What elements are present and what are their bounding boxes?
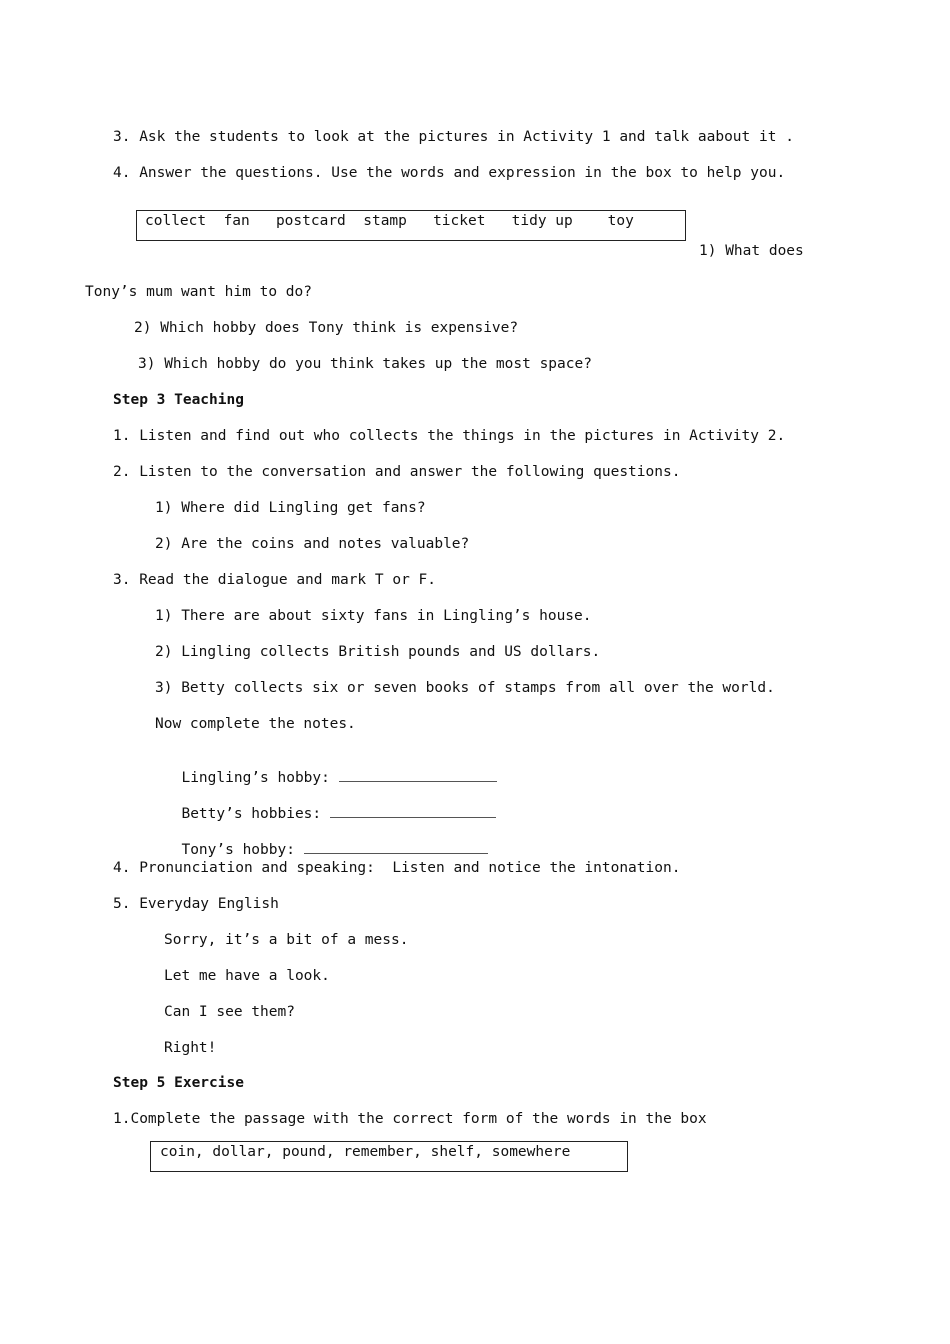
note-betty xyxy=(164,787,496,823)
exercise-1: 1.Complete the passage with the correct form of the words in the box xyxy=(113,1111,707,1127)
everyday-english-1: Sorry, it’s a bit of a mess. xyxy=(164,932,409,948)
everyday-english-4: Right! xyxy=(164,1040,217,1056)
everyday-english-3: Can I see them? xyxy=(164,1004,295,1020)
teaching-1: 1. Listen and find out who collects the things in the pictures in Activity 2. xyxy=(113,428,786,444)
instruction-3: 3. Ask the students to look at the pictures in Activity 1 and talk aabout it . xyxy=(113,129,794,145)
note-lingling-blank[interactable] xyxy=(339,769,497,782)
instruction-4: 4. Answer the questions. Use the words and expression in the box to help you. xyxy=(113,165,786,181)
question-1-start: 1) What does xyxy=(699,243,804,259)
teaching-3-s1: 1) There are about sixty fans in Lingling’s house. xyxy=(155,608,592,624)
note-tony-blank[interactable] xyxy=(304,841,488,854)
note-tony-label: Tony’s hobby: xyxy=(181,842,295,858)
teaching-3-s2: 2) Lingling collects British pounds and US dollars. xyxy=(155,644,601,660)
note-lingling xyxy=(164,751,497,787)
note-lingling-label: Lingling’s hobby: xyxy=(181,770,330,786)
teaching-3-s3: 3) Betty collects six or seven books of stamps from all over the world. xyxy=(155,680,775,696)
step-3-heading: Step 3 Teaching xyxy=(113,392,244,408)
teaching-2-q1: 1) Where did Lingling get fans? xyxy=(155,500,426,516)
question-2: 2) Which hobby does Tony think is expensive? xyxy=(134,320,519,336)
exercise-word-box xyxy=(150,1141,628,1172)
teaching-4: 4. Pronunciation and speaking: Listen and notice the intonation. xyxy=(113,860,681,876)
word-box-text: collect fan postcard stamp ticket tidy up toy xyxy=(145,213,634,229)
note-betty-blank[interactable] xyxy=(330,805,496,818)
note-tony xyxy=(164,823,488,859)
note-betty-label: Betty’s hobbies: xyxy=(181,806,322,822)
step-5-heading: Step 5 Exercise xyxy=(113,1075,244,1091)
everyday-english-2: Let me have a look. xyxy=(164,968,330,984)
teaching-2-q2: 2) Are the coins and notes valuable? xyxy=(155,536,470,552)
teaching-5: 5. Everyday English xyxy=(113,896,279,912)
teaching-3: 3. Read the dialogue and mark T or F. xyxy=(113,572,437,588)
teaching-2: 2. Listen to the conversation and answer the following questions. xyxy=(113,464,681,480)
question-1-end: Tony’s mum want him to do? xyxy=(85,284,312,300)
word-box xyxy=(136,210,686,241)
exercise-word-box-text: coin, dollar, pound, remember, shelf, somewhere xyxy=(160,1144,571,1160)
complete-notes-instruction: Now complete the notes. xyxy=(155,716,356,732)
question-3: 3) Which hobby do you think takes up the most space? xyxy=(138,356,592,372)
